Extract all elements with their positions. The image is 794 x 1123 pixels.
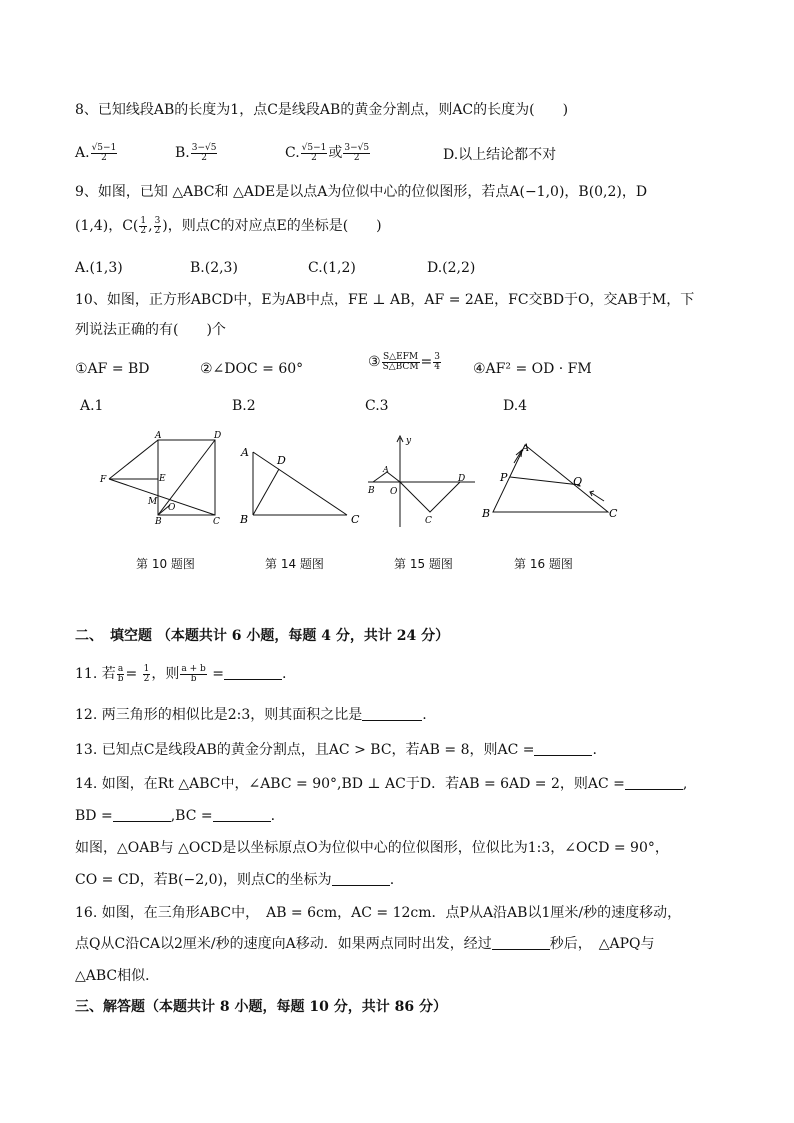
f10-label-f: F [100,475,107,485]
figure-q10 [95,430,235,530]
f15-label-o: O [390,487,398,497]
f15-label-a: A [383,465,389,474]
q10-statement-4: ④AF² = OD · FM [473,361,592,377]
f16-label-p: P [500,471,508,484]
section-2-title: 二、 填空题 （本题共计 6 小题，每题 4 分，共计 24 分） [75,628,450,644]
figure-q16 [478,435,623,525]
q9-option-b: B.(2,3) [190,260,238,276]
f16-label-q: Q [573,475,583,488]
q10-statement-3: ③ $\frac{\text{S△EFM}}{\text{S△BCM}}$ = $\frac{3}{4}$ [368,351,441,372]
f16-label-c: C [609,507,618,520]
f10-label-b: B [155,517,162,527]
q10-option-c: C.3 [365,398,389,414]
f14-label-d: D [277,454,286,467]
q15-line2: CO = CD，若B(−2,0)，则点C的坐标为 . [75,872,395,888]
f15-label-d: D [458,474,466,484]
q9-line2: (1,4)，C( $\frac{1}{2}$ , $\frac{3}{2}$ )，则点C的对应点E的坐标是( ) [75,215,382,236]
q9-option-c: C.(1,2) [308,260,356,276]
q11-answer-blank[interactable] [224,665,282,680]
q14-line1: 14. 如图，在Rt △ABC中，∠ABC = 90°,BD ⊥ AC于D．若AB = 6AD = 2，则AC = , [75,776,688,792]
q11: 11. 若 $\frac{a}{b}$ = $\frac{1}{2}$ ，则 $\frac{a + b}{b}$ = . [75,663,287,684]
q10-option-b: B.2 [232,398,256,414]
section-3-title: 三、解答题（本题共计 8 小题，每题 10 分，共计 86 分） [75,999,447,1015]
q10-statement-1: ①AF = BD [75,361,150,377]
caption-fig14: 第 14 题图 [265,557,324,571]
f15-label-b: B [368,486,375,496]
f15-label-y: y [406,436,412,446]
q12-answer-blank[interactable] [362,706,422,721]
q10-line2: 列说法正确的有( )个 [75,322,226,338]
q9-option-d: D.(2,2) [427,260,476,276]
q9-option-a: A.(1,3) [75,260,123,276]
q14-ac-blank[interactable] [625,775,683,790]
f14-label-b: B [240,513,249,526]
q8-option-a: A. $\frac{√5-1}{2}$ [75,142,117,163]
f10-label-e: E [159,474,166,484]
q8-option-b: B. $\frac{3-√5}{2}$ [175,142,217,163]
q16-line2: 点Q从C沿CA以2厘米/秒的速度向A移动．如果两点同时出发，经过 秒后， △APQ与 [75,936,655,952]
q13: 13. 已知点C是线段AB的黄金分割点，且AC > BC，若AB = 8，则AC = . [75,742,597,758]
q16-answer-blank[interactable] [492,935,550,950]
q10-statement-2: ②∠DOC = 60° [200,361,304,377]
caption-fig16: 第 16 题图 [514,557,573,571]
f14-label-c: C [351,513,360,526]
q14-bc-blank[interactable] [213,807,271,822]
q15-line1: 如图，△OAB与 △OCD是以坐标原点O为位似中心的位似图形，位似比为1:3，∠OCD = 90°， [75,840,669,856]
q9-line1: 9、如图，已知 △ABC和 △ADE是以点A为位似中心的位似图形，若点A(−1,0)，B(0,2)，D [75,184,648,200]
f10-label-c: C [213,517,220,527]
q15-answer-blank[interactable] [332,871,390,886]
f16-label-b: B [482,507,491,520]
f10-label-a: A [155,431,162,441]
f10-label-m: M [148,497,158,507]
f10-label-o: O [168,503,176,513]
q12: 12. 两三角形的相似比是2:3，则其面积之比是 . [75,707,427,723]
q16-line1: 16. 如图，在三角形ABC中， AB = 6cm，AC = 12cm．点P从A沿AB以1厘米/秒的速度移动， [75,905,682,921]
q16-line3: △ABC相似． [75,968,160,984]
f16-label-a: A [522,443,530,454]
caption-fig15: 第 15 题图 [394,557,453,571]
caption-fig10: 第 10 题图 [136,557,195,571]
q10-option-a: A.1 [80,398,104,414]
q10-option-d: D.4 [503,398,528,414]
f14-label-a: A [241,446,249,459]
q10-line1: 10、如图，正方形ABCD中，E为AB中点，FE ⊥ AB，AF = 2AE，FC交BD于O，交AB于M，下 [75,292,695,308]
f10-label-d: D [214,431,222,441]
figure-q14 [235,440,365,530]
q8-stem: 8、已知线段AB的长度为1，点C是线段AB的黄金分割点，则AC的长度为( ) [75,102,569,118]
q8-option-d: D.以上结论都不对 [443,147,557,163]
q8-option-c: C. $\frac{√5-1}{2}$ 或 $\frac{3-√5}{2}$ [285,142,370,163]
q13-answer-blank[interactable] [534,741,592,756]
f15-label-c: C [425,516,432,526]
q14-bd-blank[interactable] [113,807,171,822]
q14-line2: BD = ,BC = . [75,808,276,824]
figure-q15 [363,432,483,532]
